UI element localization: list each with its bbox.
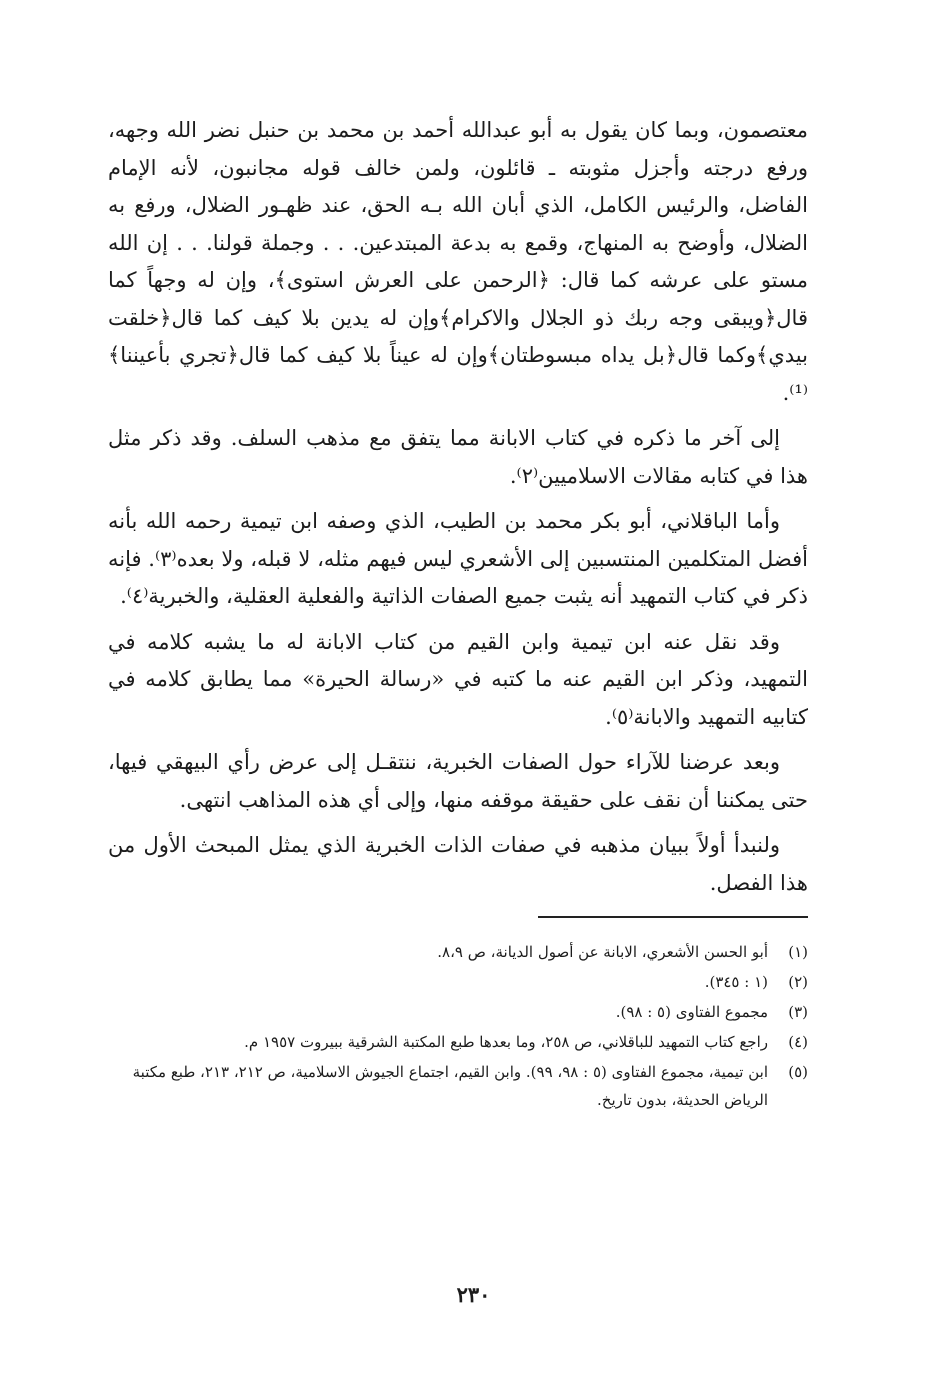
footnote-2 (108, 968, 808, 996)
footnote-text: أبو الحسن الأشعري، الابانة عن أصول الديانة، ص ٨،٩. (437, 943, 768, 961)
body-text (108, 112, 808, 902)
footnote-text: (١ : ٣٤٥). (704, 973, 768, 991)
footnote-5 (108, 1058, 808, 1114)
footnote-number: (٥) (788, 1063, 808, 1081)
footnote-number: (٤) (788, 1033, 808, 1051)
footnote-text: مجموع الفتاوى (٥ : ٩٨). (615, 1003, 768, 1021)
footnotes (108, 938, 808, 1114)
paragraph-3: وأما الباقلاني، أبو بكر محمد بن الطيب، الذي وصفه ابن تيمية رحمه الله بأنه أفضل المتكلمين المنتسبين إلى الأشعري ليس فيهم مثله، لا قبله، ولا بعده⁽٣⁾. فإنه ذكر في كتاب التمهيد أنه يثبت جميع الصفات الذاتية والفعلية العقلية، والخبرية⁽٤⁾. (108, 509, 808, 608)
paragraph-1: معتصمون، وبما كان يقول به أبو عبدالله أحمد بن محمد بن حنبل نضر الله وجهه، ورفع درجته وأجزل مثوبته ـ قائلون، ولمن خالف قوله مجانبون، لأنه الإمام الفاضل، والرئيس الكامل، الذي أبان الله بـه الحق، عند ظهـور الضلال، ورفع به الضلال، وأوضح به المنهاج، وقمع به بدعة المبتدعين. . . وجملة قولنا. . . إن الله مستو على عرشه كما قال: ﴿الرحمن على العرش استوى﴾، وإن له وجهاً كما قال﴿ويبقى وجه ربك ذو الجلال والاكرام﴾وإن له يدين بلا كيف كما قال﴿خلقت بيدي﴾وكما قال﴿بل يداه مبسوطتان﴾وإن له عيناً بلا كيف كما قال﴿تجري بأعيننا﴾⁽¹⁾. (108, 118, 808, 405)
footnote-text: راجع كتاب التمهيد للباقلاني، ص ٢٥٨، وما بعدها طبع المكتبة الشرقية ببيروت ١٩٥٧ م. (244, 1033, 768, 1051)
paragraph-6: ولنبدأ أولاً ببيان مذهبه في صفات الذات الخبرية الذي يمثل المبحث الأول من هذا الفصل. (108, 833, 808, 895)
paragraph-5: وبعد عرضنا للآراء حول الصفات الخبرية، ننتقـل إلى عرض رأي البيهقي فيها، حتى يمكننا أن نقف على حقيقة موقفه منها، وإلى أي هذه المذاهب انتهى. (108, 750, 808, 812)
paragraph-4: وقد نقل عنه ابن تيمية وابن القيم من كتاب الابانة له ما يشبه كلامه في التمهيد، وذكر ابن القيم عنه ما كتبه في «رسالة الحيرة» مما يطابق كلامه في كتابيه التمهيد والابانة⁽٥⁾. (108, 629, 808, 729)
footnote-4 (108, 1028, 808, 1056)
footnote-separator (538, 916, 808, 918)
footnote-number: (١) (788, 943, 808, 961)
footnote-number: (٣) (788, 1003, 808, 1021)
paragraph-2: إلى آخر ما ذكره في كتاب الابانة مما يتفق مع مذهب السلف. وقد ذكر مثل هذا في كتابه مقالات الاسلاميين⁽٢⁾. (108, 426, 808, 488)
footnote-1 (108, 938, 808, 966)
footnote-3 (108, 998, 808, 1026)
page-content (108, 112, 808, 1116)
footnote-text: ابن تيمية، مجموع الفتاوى (٥ : ٩٨، ٩٩). وابن القيم، اجتماع الجيوش الاسلامية، ص ٢١٢، ٢١٣، طبع مكتبة الرياض الحديثة، بدون تاريخ. (132, 1063, 768, 1109)
footnote-number: (٢) (788, 973, 808, 991)
page-number: ٢٣٠ (456, 1282, 491, 1307)
